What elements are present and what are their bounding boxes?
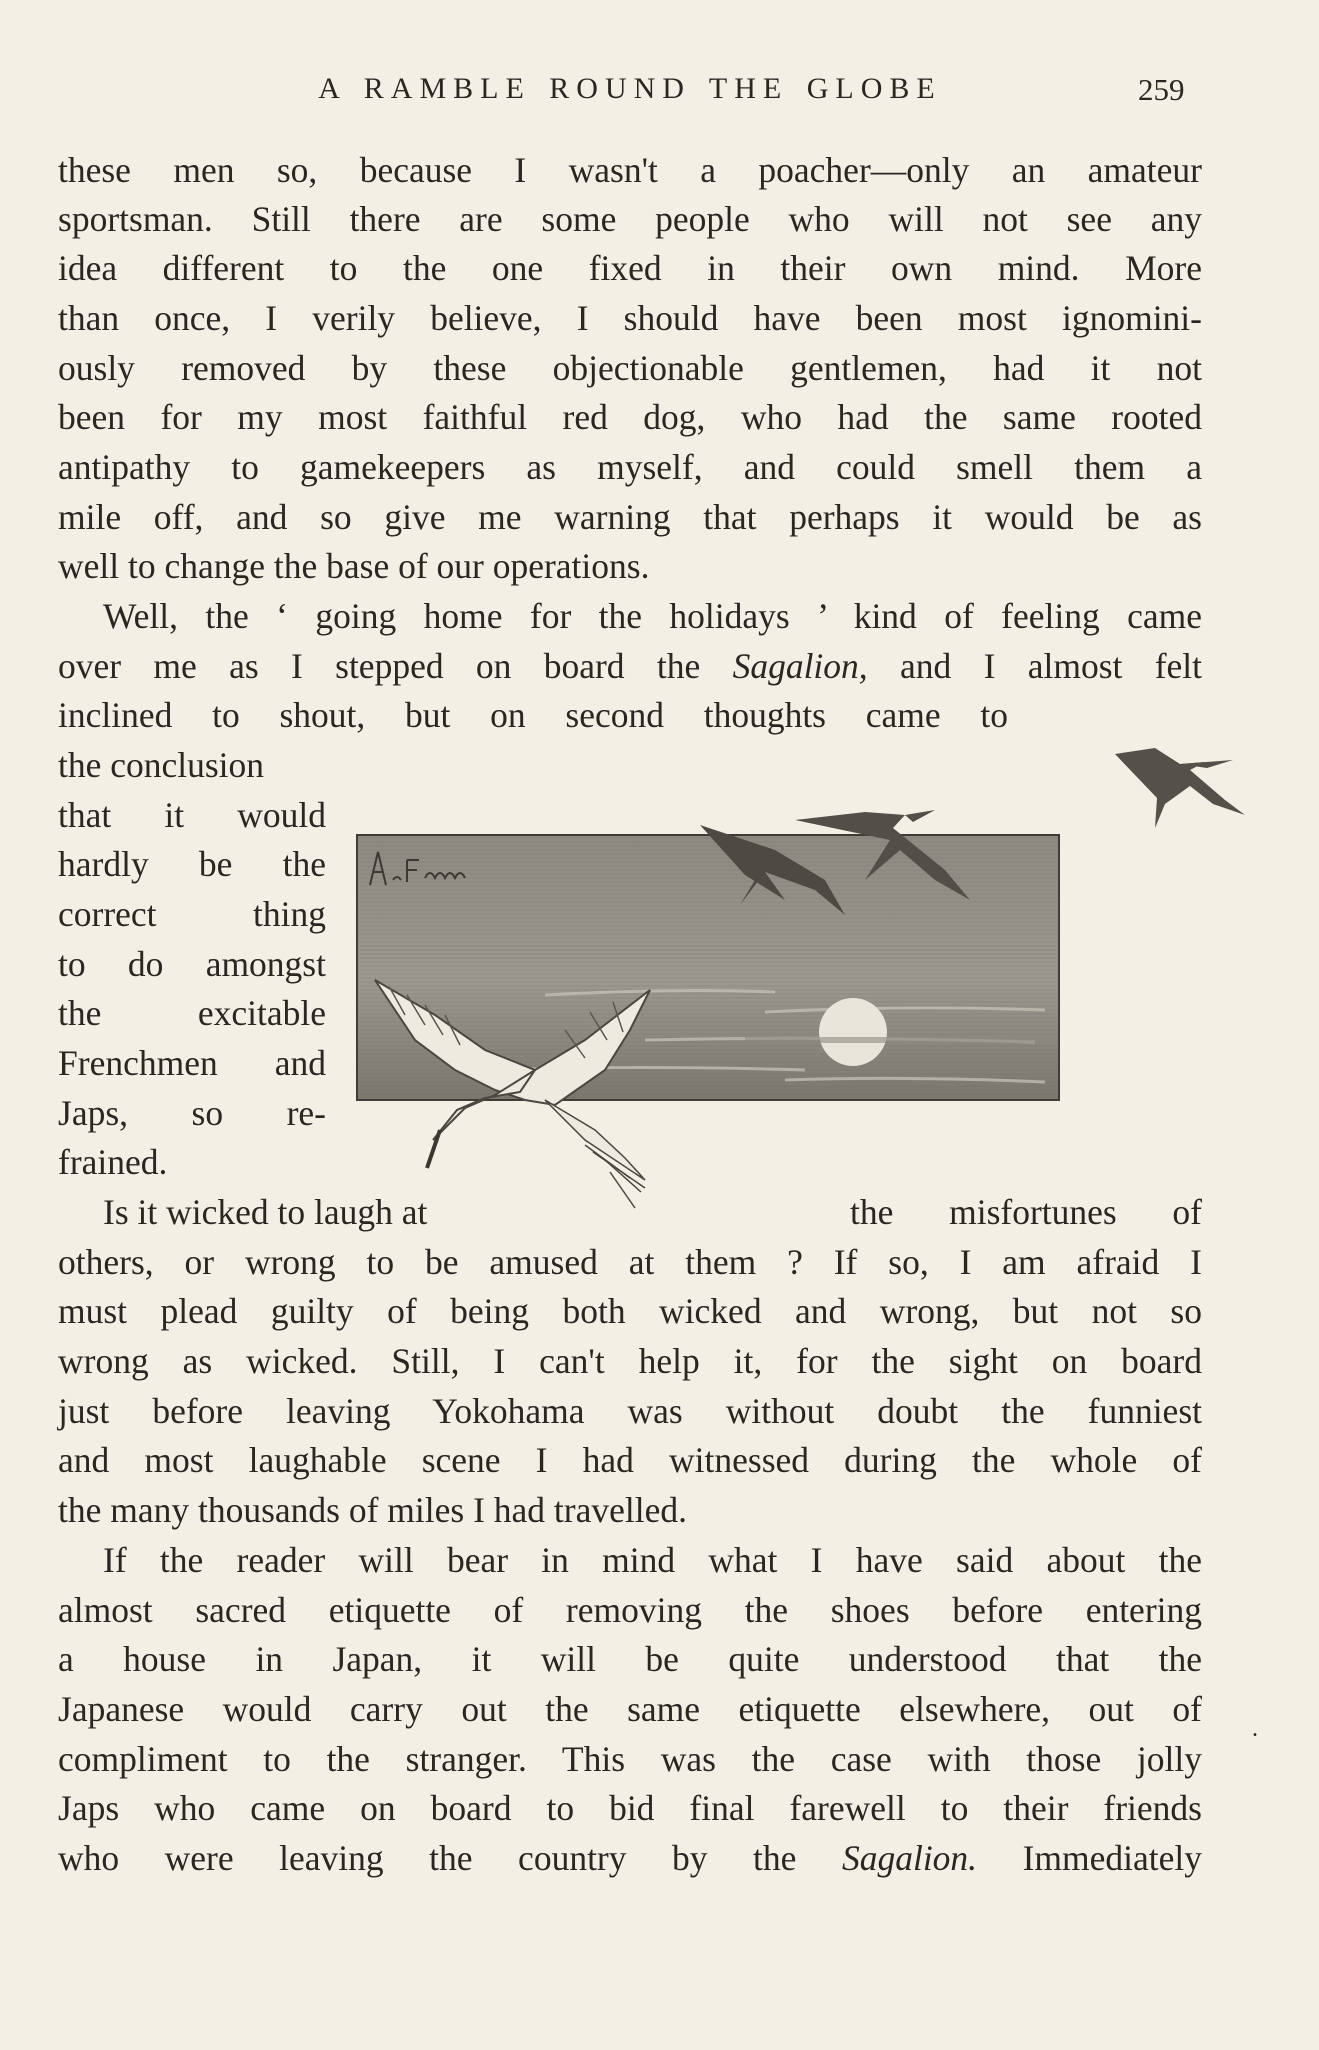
text-line: well to change the base of our operations.	[58, 546, 650, 586]
text-line: Is it wicked to laugh at	[103, 1192, 428, 1232]
text-line: must plead guilty of being both wicked and wrong, but not so	[58, 1291, 1202, 1331]
text-line: Frenchmen and	[58, 1043, 326, 1083]
crane-top-right	[1115, 748, 1245, 828]
text-line: the many thousands of miles I had travelled.	[58, 1490, 687, 1530]
text-line: almost sacred etiquette of removing the shoes before entering	[58, 1590, 1202, 1630]
text-line: and most laughable scene I had witnessed during the whole of	[58, 1440, 1202, 1480]
running-title: A RAMBLE ROUND THE GLOBE	[318, 72, 942, 105]
text-line: been for my most faithful red dog, who had the same rooted	[58, 397, 1202, 437]
text-line: Japs who came on board to bid final farewell to their friends	[58, 1788, 1202, 1828]
text-line: just before leaving Yokohama was without doubt the funniest	[58, 1391, 1202, 1431]
ship-name: Sagalion,	[732, 646, 868, 686]
text-line: correct thing	[58, 894, 326, 934]
text-line: others, or wrong to be amused at them ? If so, I am afraid I	[58, 1242, 1202, 1282]
page-number: 259	[1138, 72, 1185, 107]
crane-illustration	[345, 740, 1275, 1220]
text-line: frained.	[58, 1142, 168, 1182]
text-line: the conclusion	[58, 745, 265, 785]
text-line: to do amongst	[58, 944, 326, 984]
text-line: the excitable	[58, 993, 326, 1033]
text-line: sportsman. Still there are some people who will not see any	[58, 199, 1202, 239]
text-line: that it would	[58, 795, 326, 835]
text-line: idea different to the one fixed in their own mind. More	[58, 248, 1202, 288]
ship-name: Sagalion.	[841, 1838, 978, 1878]
text-line: hardly be the	[58, 844, 326, 884]
text-line: antipathy to gamekeepers as myself, and could smell them a	[58, 447, 1202, 487]
text-line: these men so, because I wasn't a poacher—only an amateur	[58, 150, 1202, 190]
text-line: mile off, and so give me warning that perhaps it would be as	[58, 497, 1202, 537]
text-line: who were leaving the country by the Sagalion. Immediately	[58, 1838, 1202, 1878]
text-line: If the reader will bear in mind what I have said about the	[103, 1540, 1202, 1580]
text-line: than once, I verily believe, I should have been most ignomini-	[58, 298, 1202, 338]
stray-mark: .	[1252, 1716, 1258, 1742]
text-line: the misfortunes of	[850, 1192, 1202, 1232]
text-line: over me as I stepped on board the Sagalion, and I almost felt	[58, 646, 1203, 686]
text-line: ously removed by these objectionable gentlemen, had it not	[58, 348, 1202, 388]
text-line: inclined to shout, but on second thoughts came to	[58, 695, 1008, 735]
moon	[819, 998, 887, 1066]
text-line: Well, the ‘ going home for the holidays ’ kind of feeling came	[103, 596, 1202, 636]
text-line: wrong as wicked. Still, I can't help it, for the sight on board	[58, 1341, 1202, 1381]
text-line: compliment to the stranger. This was the case with those jolly	[58, 1739, 1202, 1779]
text-line: Japanese would carry out the same etiquette elsewhere, out of	[58, 1689, 1202, 1729]
text-line: a house in Japan, it will be quite understood that the	[58, 1639, 1202, 1679]
text-line: Japs, so re-	[58, 1093, 326, 1133]
